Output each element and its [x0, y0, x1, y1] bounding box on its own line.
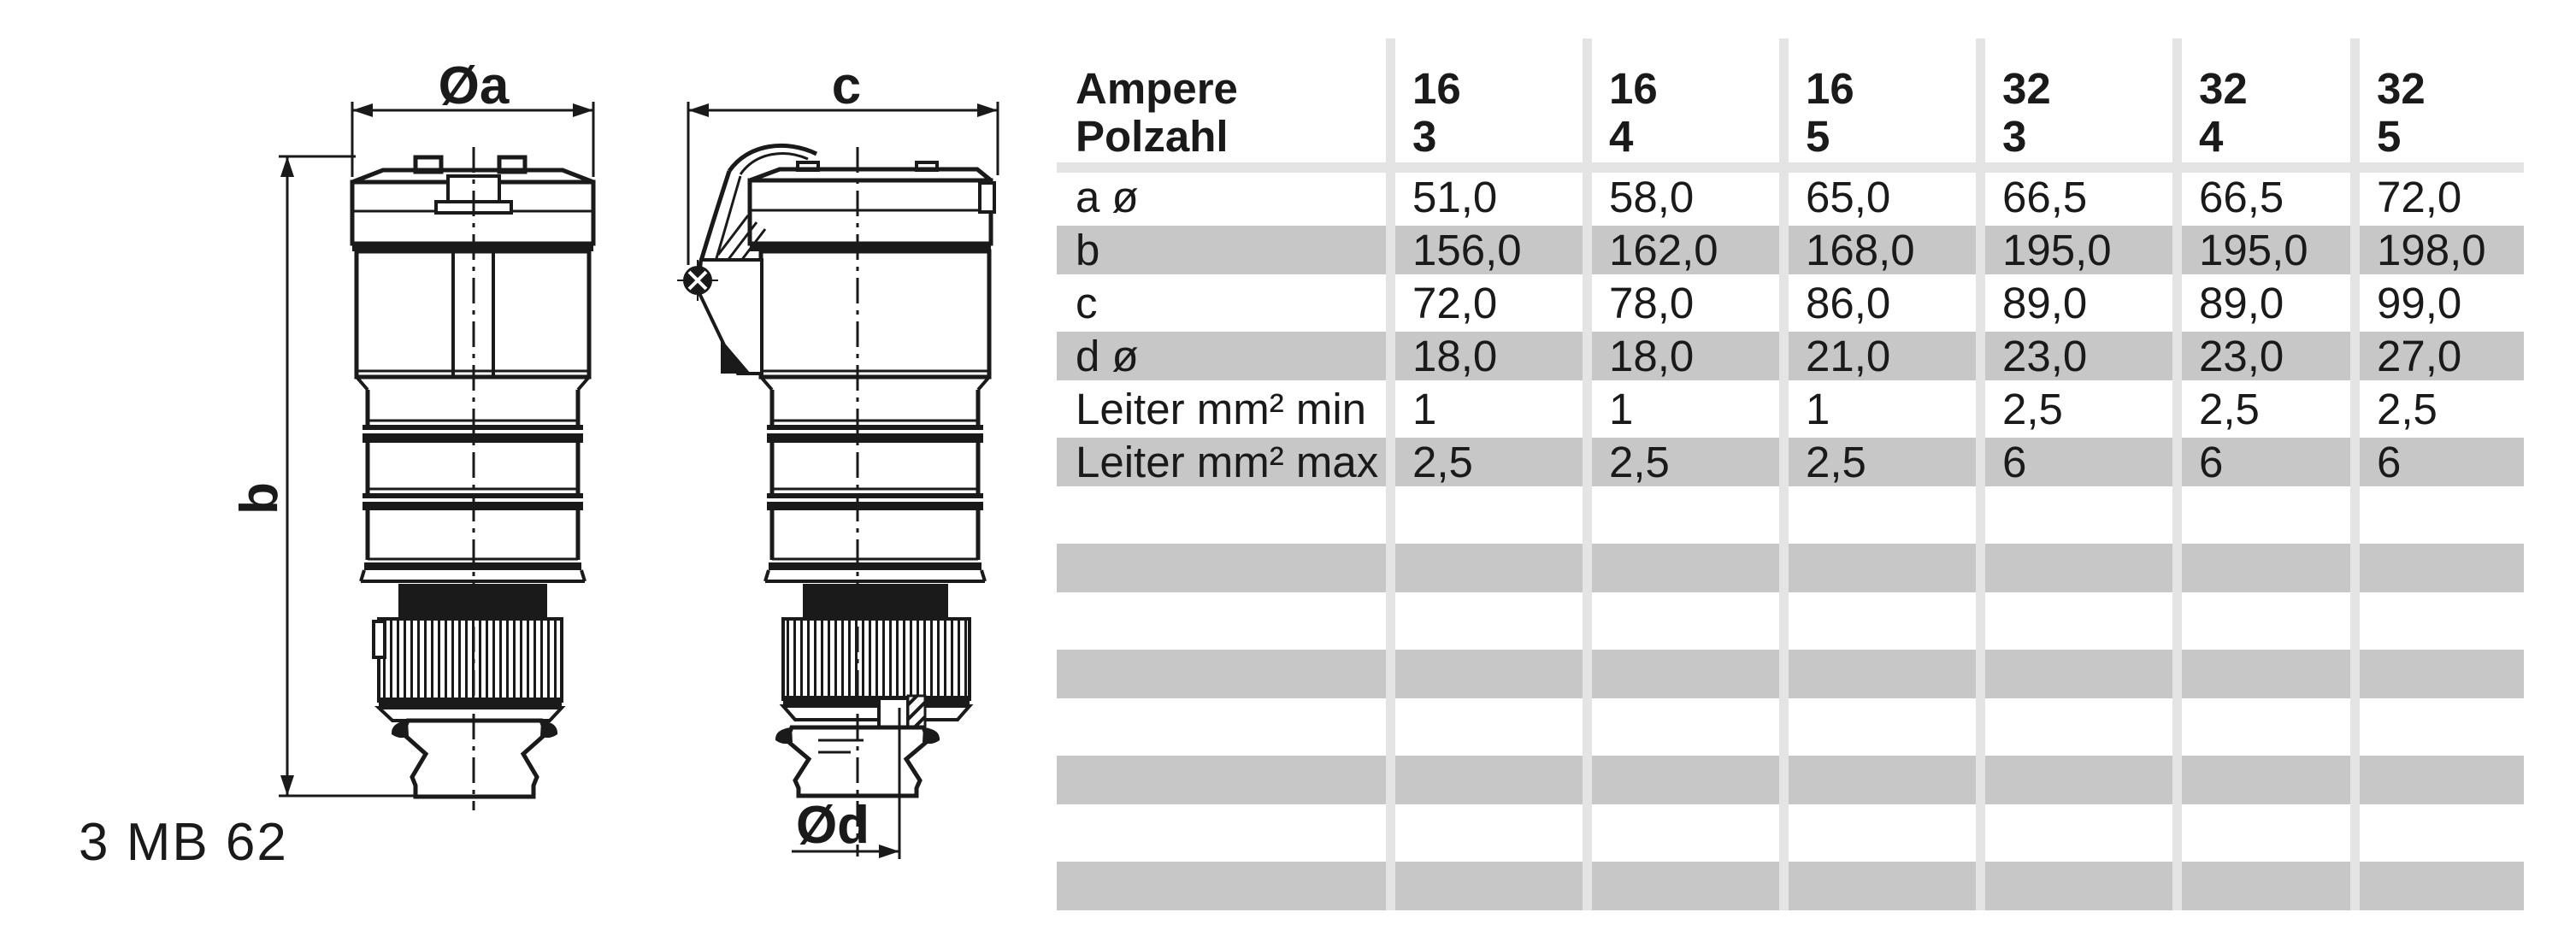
- empty-table-cell: [1789, 756, 1976, 804]
- empty-table-cell: [1985, 703, 2172, 751]
- table-cell: 89,0: [2182, 279, 2350, 327]
- empty-table-cell: [2360, 597, 2524, 645]
- empty-table-cell: [1057, 756, 1386, 804]
- ampere-value: 32: [2377, 64, 2426, 113]
- row-label: b: [1057, 226, 1386, 274]
- header-row-labels: [1057, 65, 1386, 162]
- table-cell: 27,0: [2360, 332, 2524, 380]
- empty-table-cell: [2182, 756, 2350, 804]
- table-cell: 51,0: [1395, 173, 1583, 221]
- table-cell: 162,0: [1592, 226, 1779, 274]
- empty-table-cell: [1057, 703, 1386, 751]
- row-label: c: [1057, 279, 1386, 327]
- empty-table-cell: [2360, 862, 2524, 910]
- table-cell: 89,0: [1985, 279, 2172, 327]
- table-cell: 2,5: [2182, 385, 2350, 433]
- dim-label-b: b: [230, 482, 289, 515]
- row-label: Leiter mm² min: [1057, 385, 1386, 433]
- empty-table-cell: [1395, 809, 1583, 857]
- empty-table-cell: [2182, 809, 2350, 857]
- empty-table-cell: [1057, 597, 1386, 645]
- table-cell: 156,0: [1395, 226, 1583, 274]
- table-cell: 6: [1985, 438, 2172, 486]
- ampere-value: 32: [2002, 64, 2051, 113]
- empty-table-cell: [1395, 597, 1583, 645]
- empty-table-cell: [1057, 544, 1386, 592]
- front-view-outline: [352, 147, 593, 810]
- table-cell: 66,5: [2182, 173, 2350, 221]
- table-cell: 21,0: [1789, 332, 1976, 380]
- empty-table-cell: [2182, 491, 2350, 539]
- dim-label-d: Ød: [795, 796, 870, 855]
- empty-table-cell: [2360, 756, 2524, 804]
- table-cell: 65,0: [1789, 173, 1976, 221]
- polzahl-value: 3: [2002, 112, 2027, 161]
- table-cell: 1: [1789, 385, 1976, 433]
- column-header: [1592, 65, 1779, 162]
- empty-table-cell: [1395, 650, 1583, 698]
- table-cell: 99,0: [2360, 279, 2524, 327]
- empty-table-cell: [2182, 703, 2350, 751]
- empty-table-cell: [1395, 544, 1583, 592]
- empty-table-cell: [1592, 491, 1779, 539]
- table-cell: 6: [2360, 438, 2524, 486]
- empty-table-cell: [1789, 862, 1976, 910]
- row-label: a ø: [1057, 173, 1386, 221]
- empty-table-cell: [1057, 491, 1386, 539]
- empty-table-cell: [1592, 862, 1779, 910]
- row-label: Leiter mm² max: [1057, 438, 1386, 486]
- table-cell: 2,5: [1395, 438, 1583, 486]
- empty-table-cell: [2360, 703, 2524, 751]
- table-cell: 23,0: [1985, 332, 2172, 380]
- empty-table-cell: [2360, 544, 2524, 592]
- column-header: [1985, 65, 2172, 162]
- header-ampere-label: Ampere: [1076, 64, 1238, 113]
- polzahl-value: 4: [1609, 112, 1634, 161]
- row-label: d ø: [1057, 332, 1386, 380]
- column-header: [1395, 65, 1583, 162]
- table-cell: 1: [1592, 385, 1779, 433]
- header-divider: [1057, 162, 2524, 173]
- header-polzahl-label: Polzahl: [1076, 112, 1229, 161]
- empty-table-cell: [2182, 544, 2350, 592]
- column-header: [2182, 65, 2350, 162]
- dim-label-a: Øa: [438, 56, 510, 115]
- empty-table-cell: [1789, 544, 1976, 592]
- empty-table-cell: [1395, 756, 1583, 804]
- empty-table-cell: [2182, 597, 2350, 645]
- empty-table-cell: [1395, 703, 1583, 751]
- empty-table-cell: [1057, 650, 1386, 698]
- table-header: [1057, 38, 2524, 162]
- ampere-value: 32: [2199, 64, 2248, 113]
- table-cell: 198,0: [2360, 226, 2524, 274]
- column-header: [1789, 65, 1976, 162]
- table-cell: 78,0: [1592, 279, 1779, 327]
- table-cell: 6: [2182, 438, 2350, 486]
- table-cell: 2,5: [2360, 385, 2524, 433]
- ampere-value: 16: [1609, 64, 1658, 113]
- empty-table-cell: [1592, 756, 1779, 804]
- empty-table-cell: [1789, 703, 1976, 751]
- lid-catch: [980, 183, 994, 212]
- empty-table-cell: [1057, 809, 1386, 857]
- table-cell: 1: [1395, 385, 1583, 433]
- table-cell: 72,0: [1395, 279, 1583, 327]
- part-number: 3 MB 62: [79, 813, 288, 872]
- empty-table-cell: [1395, 862, 1583, 910]
- table-cell: 66,5: [1985, 173, 2172, 221]
- empty-table-cell: [2360, 491, 2524, 539]
- table-cell: 2,5: [1592, 438, 1779, 486]
- empty-table-cell: [1789, 809, 1976, 857]
- empty-table-cell: [2360, 809, 2524, 857]
- empty-table-cell: [1789, 491, 1976, 539]
- empty-table-cell: [1592, 809, 1779, 857]
- table-cell: 195,0: [2182, 226, 2350, 274]
- empty-table-cell: [1985, 491, 2172, 539]
- ampere-value: 16: [1412, 64, 1461, 113]
- empty-table-cell: [1592, 650, 1779, 698]
- empty-table-cell: [1592, 544, 1779, 592]
- dim-label-c: c: [831, 56, 862, 115]
- table-cell: 23,0: [2182, 332, 2350, 380]
- polzahl-value: 5: [2377, 112, 2402, 161]
- table-cell: 86,0: [1789, 279, 1976, 327]
- table-cell: 195,0: [1985, 226, 2172, 274]
- empty-table-cell: [1057, 862, 1386, 910]
- empty-table-cell: [1985, 650, 2172, 698]
- empty-table-cell: [1985, 862, 2172, 910]
- polzahl-value: 5: [1806, 112, 1830, 161]
- table-body: [1057, 173, 2524, 910]
- polzahl-value: 3: [1412, 112, 1437, 161]
- ampere-value: 16: [1806, 64, 1854, 113]
- empty-table-cell: [1395, 491, 1583, 539]
- table-cell: 2,5: [1789, 438, 1976, 486]
- table-cell: 168,0: [1789, 226, 1976, 274]
- empty-table-cell: [1789, 650, 1976, 698]
- empty-table-cell: [1789, 597, 1976, 645]
- table-cell: 18,0: [1395, 332, 1583, 380]
- table-cell: 72,0: [2360, 173, 2524, 221]
- polzahl-value: 4: [2199, 112, 2224, 161]
- column-header: [2360, 65, 2524, 162]
- empty-table-cell: [2182, 650, 2350, 698]
- table-cell: 2,5: [1985, 385, 2172, 433]
- empty-table-cell: [1985, 809, 2172, 857]
- empty-table-cell: [1985, 544, 2172, 592]
- table-cell: 58,0: [1592, 173, 1779, 221]
- empty-table-cell: [1985, 756, 2172, 804]
- table-cell: 18,0: [1592, 332, 1779, 380]
- empty-table-cell: [2182, 862, 2350, 910]
- connector-technical-drawing: [0, 0, 1057, 936]
- empty-table-cell: [2360, 650, 2524, 698]
- empty-table-cell: [1592, 703, 1779, 751]
- side-view-outline: [750, 147, 994, 857]
- empty-table-cell: [1592, 597, 1779, 645]
- spec-table: [1057, 38, 2524, 910]
- empty-table-cell: [1985, 597, 2172, 645]
